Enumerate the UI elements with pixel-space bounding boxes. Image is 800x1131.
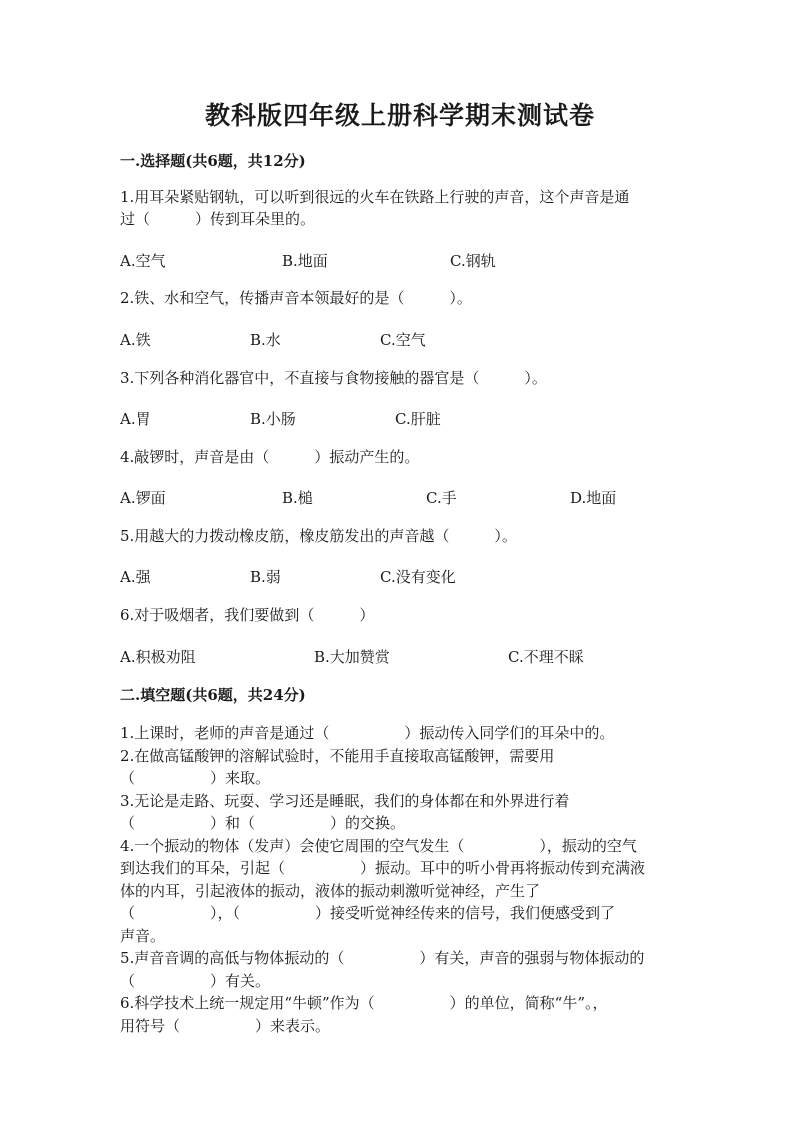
fill-line: 3.无论是走路、玩耍、学习还是睡眠，我们的身体都在和外界进行着 xyxy=(120,791,570,810)
fill-line: 4.一个振动的物体（发声）会使它周围的空气发生（ ），振动的空气 xyxy=(120,836,637,855)
question-5-option-a: A.强 xyxy=(120,568,151,586)
question-5-line-1: 5.用越大的力拨动橡皮筋，橡皮筋发出的声音越（ ）。 xyxy=(120,527,517,545)
question-2-option-b: B.水 xyxy=(250,331,281,349)
fill-line: 6.科学技术上统一规定用“牛顿”作为（ ）的单位，简称“牛”。， xyxy=(120,994,608,1012)
question-1-option-a: A.空气 xyxy=(120,252,166,270)
fill-line: 5.声音音调的高低与物体振动的（ ）有关，声音的强弱与物体振动的 xyxy=(120,949,645,967)
question-4-option-b: B.槌 xyxy=(282,489,313,507)
question-1-line-2: 过（ ）传到耳朵里的。 xyxy=(120,210,316,228)
fill-line: 体的内耳，引起液体的振动，液体的振动刺激听觉神经，产生了 xyxy=(120,881,541,900)
question-6-line-1: 6.对于吸烟者，我们要做到（ ） xyxy=(120,606,375,624)
question-3-option-a: A.胃 xyxy=(120,410,151,428)
section-heading-fill: 二.填空题(共6题，共24分) xyxy=(120,686,306,704)
fill-blank-block xyxy=(120,722,690,1037)
question-2-option-a: A.铁 xyxy=(120,331,151,349)
question-4-line-1: 4.敲锣时，声音是由（ ）振动产生的。 xyxy=(120,448,420,466)
fill-line: （ ）来取。 xyxy=(120,769,271,787)
fill-line: （ ）和（ ）的交换。 xyxy=(120,814,406,832)
question-5-option-c: C.没有变化 xyxy=(380,568,456,586)
question-2-option-c: C.空气 xyxy=(380,331,426,349)
fill-line: 1.上课时，老师的声音是通过（ ）振动传入同学们的耳朵中的。 xyxy=(120,724,615,742)
question-6-option-c: C.不理不睬 xyxy=(508,648,584,666)
fill-line: 到达我们的耳朵，引起（ ）振动。耳中的听小骨再将振动传到充满液 xyxy=(120,859,646,877)
question-1-line-1: 1.用耳朵紧贴钢轨，可以听到很远的火车在铁路上行驶的声音，这个声音是通 xyxy=(120,188,630,206)
question-6-option-a: A.积极劝阻 xyxy=(120,648,196,666)
question-4-option-a: A.锣面 xyxy=(120,489,166,507)
question-1-option-c: C.钢轨 xyxy=(450,252,496,270)
question-4-option-d: D.地面 xyxy=(570,489,617,507)
fill-line: （ ），（ ）接受听觉神经传来的信号，我们便感受到了 xyxy=(120,904,616,922)
question-3-option-b: B.小肠 xyxy=(250,410,296,428)
question-1-option-b: B.地面 xyxy=(282,252,328,270)
question-2-line-1: 2.铁、水和空气，传播声音本领最好的是（ ）。 xyxy=(120,289,472,307)
section-heading-choice: 一.选择题(共6题，共12分) xyxy=(120,152,306,170)
question-6-option-b: B.大加赞赏 xyxy=(314,648,390,666)
question-4-option-c: C.手 xyxy=(426,489,457,507)
fill-line: 2.在做高锰酸钾的溶解试验时，不能用手直接取高锰酸钾，需要用 xyxy=(120,746,555,765)
exam-title: 教科版四年级上册科学期末测试卷 xyxy=(204,101,595,130)
fill-line: （ ）有关。 xyxy=(120,971,271,990)
fill-line: 声音。 xyxy=(120,926,166,945)
question-5-option-b: B.弱 xyxy=(250,568,281,586)
question-3-line-1: 3.下列各种消化器官中，不直接与食物接触的器官是（ ）。 xyxy=(120,369,547,387)
question-3-option-c: C.肝脏 xyxy=(395,410,441,428)
fill-line: 用符号（ ）来表示。 xyxy=(120,1016,331,1035)
